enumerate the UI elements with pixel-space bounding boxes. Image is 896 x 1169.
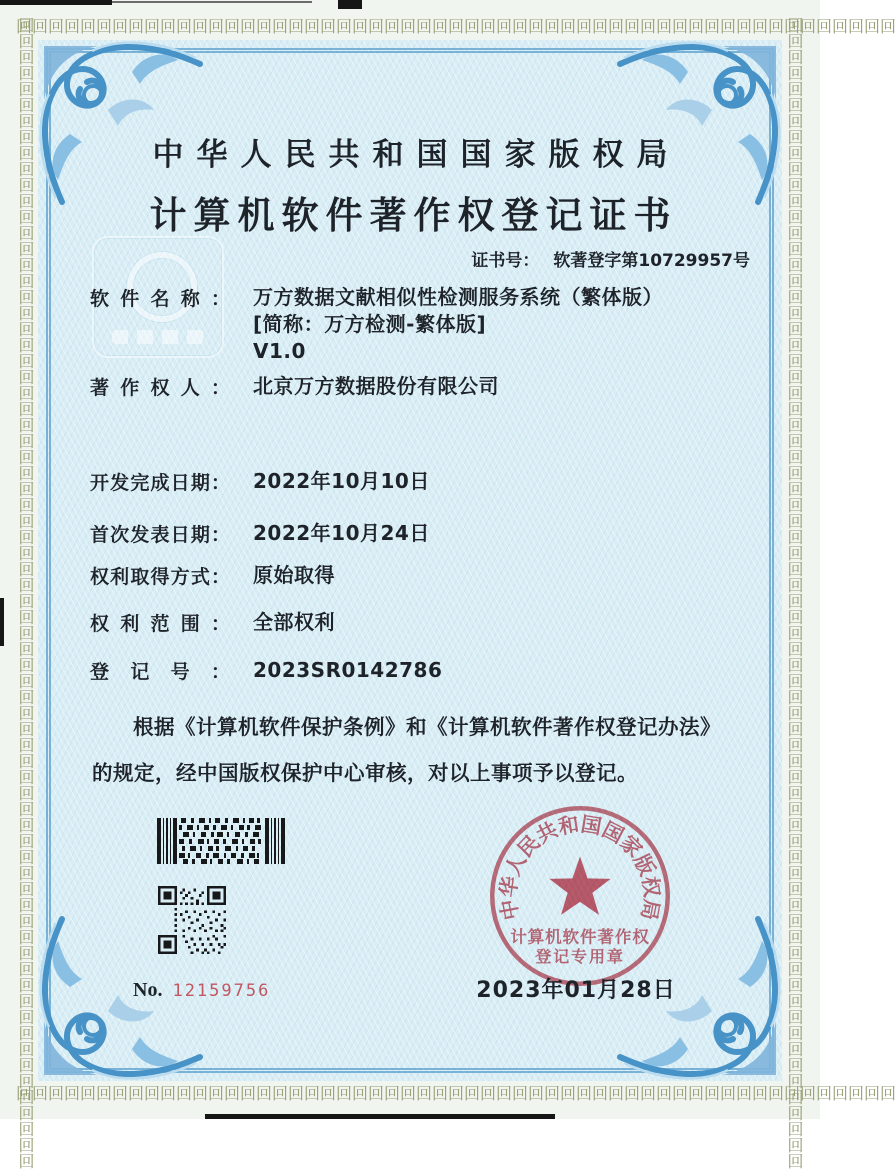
scan-artifact: [0, 0, 112, 5]
field-label: 软件名称：: [90, 288, 230, 310]
certificate-number-value: 软著登字第10729957号: [553, 251, 750, 271]
field-row-rights-scope: [90, 609, 335, 636]
serial-value: 12159756: [172, 981, 271, 1001]
qr-code: [158, 886, 226, 954]
scan-artifact: [205, 1114, 555, 1119]
meander-border-bottom: 回回回回回回回回回回回回回回回回回回回回回回回回回回回回回回回回回回回回回回回回回回回回回回回回回回回回回回回: [16, 1084, 896, 1103]
field-row-rights-acquisition: [90, 562, 335, 589]
seal-star-icon: [549, 857, 610, 915]
scan-artifact: [0, 598, 4, 646]
field-label: 权利范围：: [90, 613, 230, 635]
field-label: 开发完成日期：: [90, 472, 230, 494]
certificate-number-label: 证书号：: [471, 251, 540, 271]
field-value: 2022年10月10日: [253, 469, 430, 493]
serial-label: No.: [133, 979, 163, 1001]
field-row-software-name: [90, 284, 663, 365]
field-label: 权利取得方式：: [90, 566, 230, 588]
corner-ornament-icon: [619, 38, 784, 203]
field-value: 万方数据文献相似性检测服务系统（繁体版） [简称：万方检测-繁体版] V1.0: [253, 285, 663, 363]
meander-border-right: 回回回回回回回回回回回回回回回回回回回回回回回回回回回回回回回回回回回回回回回回回回回回回回回回回回回回回回回回回回回回回回回回回回回回回回回回: [785, 17, 804, 1169]
corner-ornament-icon: [36, 38, 201, 203]
meander-border-left: 回回回回回回回回回回回回回回回回回回回回回回回回回回回回回回回回回回回回回回回回回回回回回回回回回回回回回回回回回回回回回回回回回回回回回回回回: [16, 17, 35, 1169]
seal-ring-text: 中华人民共和国国家版权局: [495, 812, 665, 923]
official-seal: [486, 802, 674, 990]
field-value: 北京万方数据股份有限公司: [253, 374, 499, 398]
field-value: 2023SR0142786: [253, 658, 443, 682]
scan-artifact: [338, 0, 362, 9]
registration-statement: 根据《计算机软件保护条例》和《计算机软件著作权登记办法》的规定，经中国版权保护中心审核，对以上事项予以登记。: [92, 715, 721, 785]
field-value: 全部权利: [253, 610, 335, 634]
issue-date: 2023年01月28日: [476, 978, 676, 1003]
field-value: 2022年10月24日: [253, 521, 430, 545]
barcode-2d: [157, 818, 285, 864]
certificate-number-line: [471, 246, 750, 271]
field-row-dev-complete-date: [90, 468, 430, 495]
scan-artifact: [112, 1, 312, 3]
seal-line2: 登记专用章: [535, 947, 625, 967]
field-label: 著作权人：: [90, 377, 230, 399]
field-label: 首次发表日期：: [90, 524, 230, 546]
field-value: 原始取得: [253, 563, 335, 587]
issuing-authority-title: 中华人民共和国国家版权局: [152, 137, 681, 173]
field-row-first-publish-date: [90, 520, 430, 547]
meander-border-top: 回回回回回回回回回回回回回回回回回回回回回回回回回回回回回回回回回回回回回回回回回回回回回回回回回回回回回回回: [16, 17, 896, 36]
field-label: 登记号：: [90, 661, 230, 683]
field-row-registration-number: [90, 657, 442, 684]
field-row-copyright-owner: [90, 373, 499, 400]
serial-number-line: [133, 977, 270, 1002]
seal-line1: 计算机软件著作权: [510, 927, 650, 947]
certificate-title: 计算机软件著作权登记证书: [149, 194, 678, 237]
